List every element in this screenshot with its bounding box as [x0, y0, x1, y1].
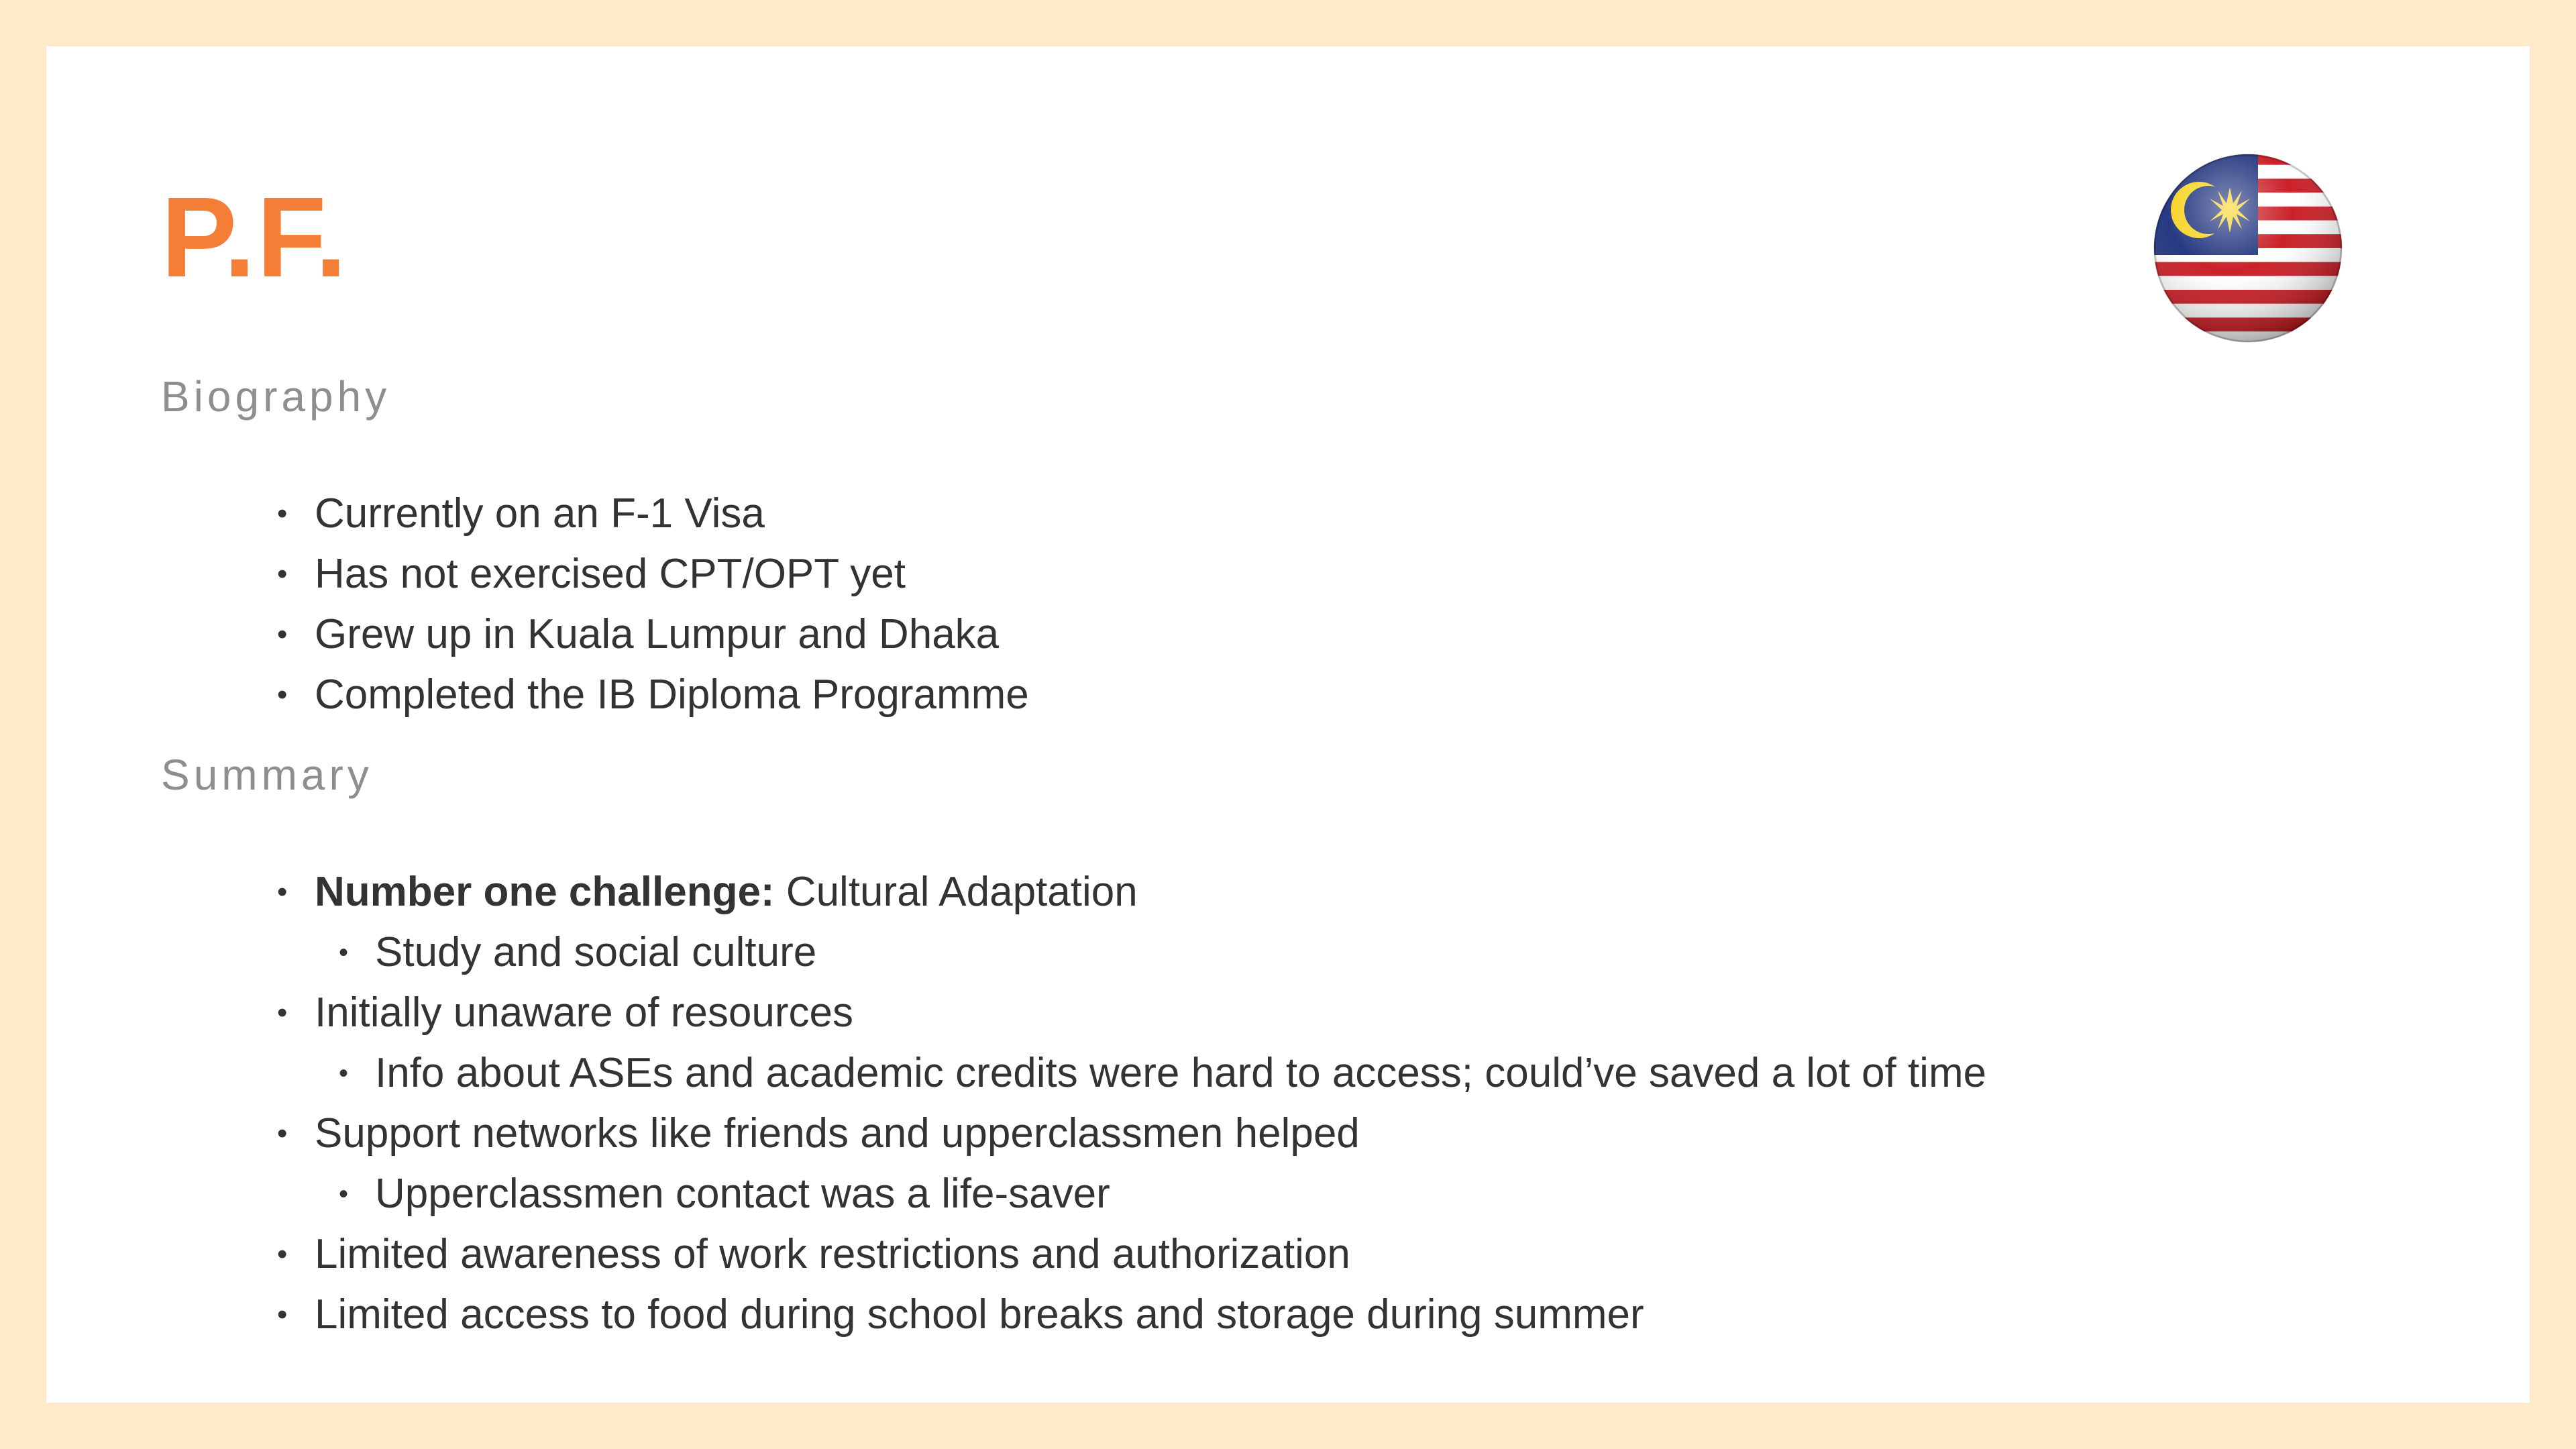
list-item	[46, 1224, 1986, 1285]
summary-item-text: Support networks like friends and upperclassmen helped	[315, 1110, 1360, 1157]
slide-title: P.F.	[161, 174, 348, 301]
list-item	[46, 1043, 1986, 1104]
summary-heading: Summary	[161, 751, 373, 799]
bullet-icon: •	[277, 497, 288, 530]
bullet-icon: •	[277, 1238, 288, 1271]
bullet-icon: •	[339, 1059, 349, 1088]
biography-item-text: Grew up in Kuala Lumpur and Dhaka	[315, 611, 1000, 657]
bullet-icon: •	[339, 938, 349, 967]
biography-item-text: Has not exercised CPT/OPT yet	[315, 551, 906, 597]
biography-item-text: Completed the IB Diploma Programme	[315, 672, 1029, 718]
slide-card	[46, 46, 2530, 1403]
bullet-icon: •	[277, 875, 288, 908]
biography-item-text: Currently on an F-1 Visa	[315, 490, 765, 537]
bullet-icon: •	[277, 557, 288, 590]
list-item	[46, 922, 1986, 983]
list-item	[46, 604, 1029, 665]
summary-list	[46, 862, 1986, 1345]
list-item	[46, 544, 1029, 604]
list-item	[46, 665, 1029, 725]
list-item	[46, 1285, 1986, 1345]
bullet-icon: •	[277, 618, 288, 651]
biography-heading: Biography	[161, 372, 391, 421]
list-item	[46, 1164, 1986, 1224]
bullet-icon: •	[277, 996, 288, 1029]
list-item	[46, 862, 1986, 922]
summary-item-text: Limited awareness of work restrictions and authorization	[315, 1231, 1350, 1277]
bullet-icon: •	[277, 678, 288, 711]
biography-list	[46, 484, 1029, 725]
summary-item-text: Cultural Adaptation	[774, 869, 1138, 915]
list-item	[46, 484, 1029, 544]
summary-subitem-text: Info about ASEs and academic credits were hard to access; could’ve saved a lot of time	[375, 1050, 1987, 1096]
summary-item-bold-lead: Number one challenge:	[315, 869, 775, 915]
summary-subitem-text: Upperclassmen contact was a life-saver	[375, 1171, 1110, 1217]
malaysia-flag-icon	[2151, 151, 2345, 345]
bullet-icon: •	[339, 1179, 349, 1209]
bullet-icon: •	[277, 1298, 288, 1331]
summary-item-text: Limited access to food during school breaks and storage during summer	[315, 1291, 1644, 1338]
bullet-icon: •	[277, 1117, 288, 1150]
summary-subitem-text: Study and social culture	[375, 929, 817, 975]
summary-item-text: Initially unaware of resources	[315, 989, 853, 1036]
list-item	[46, 1104, 1986, 1164]
list-item	[46, 983, 1986, 1043]
